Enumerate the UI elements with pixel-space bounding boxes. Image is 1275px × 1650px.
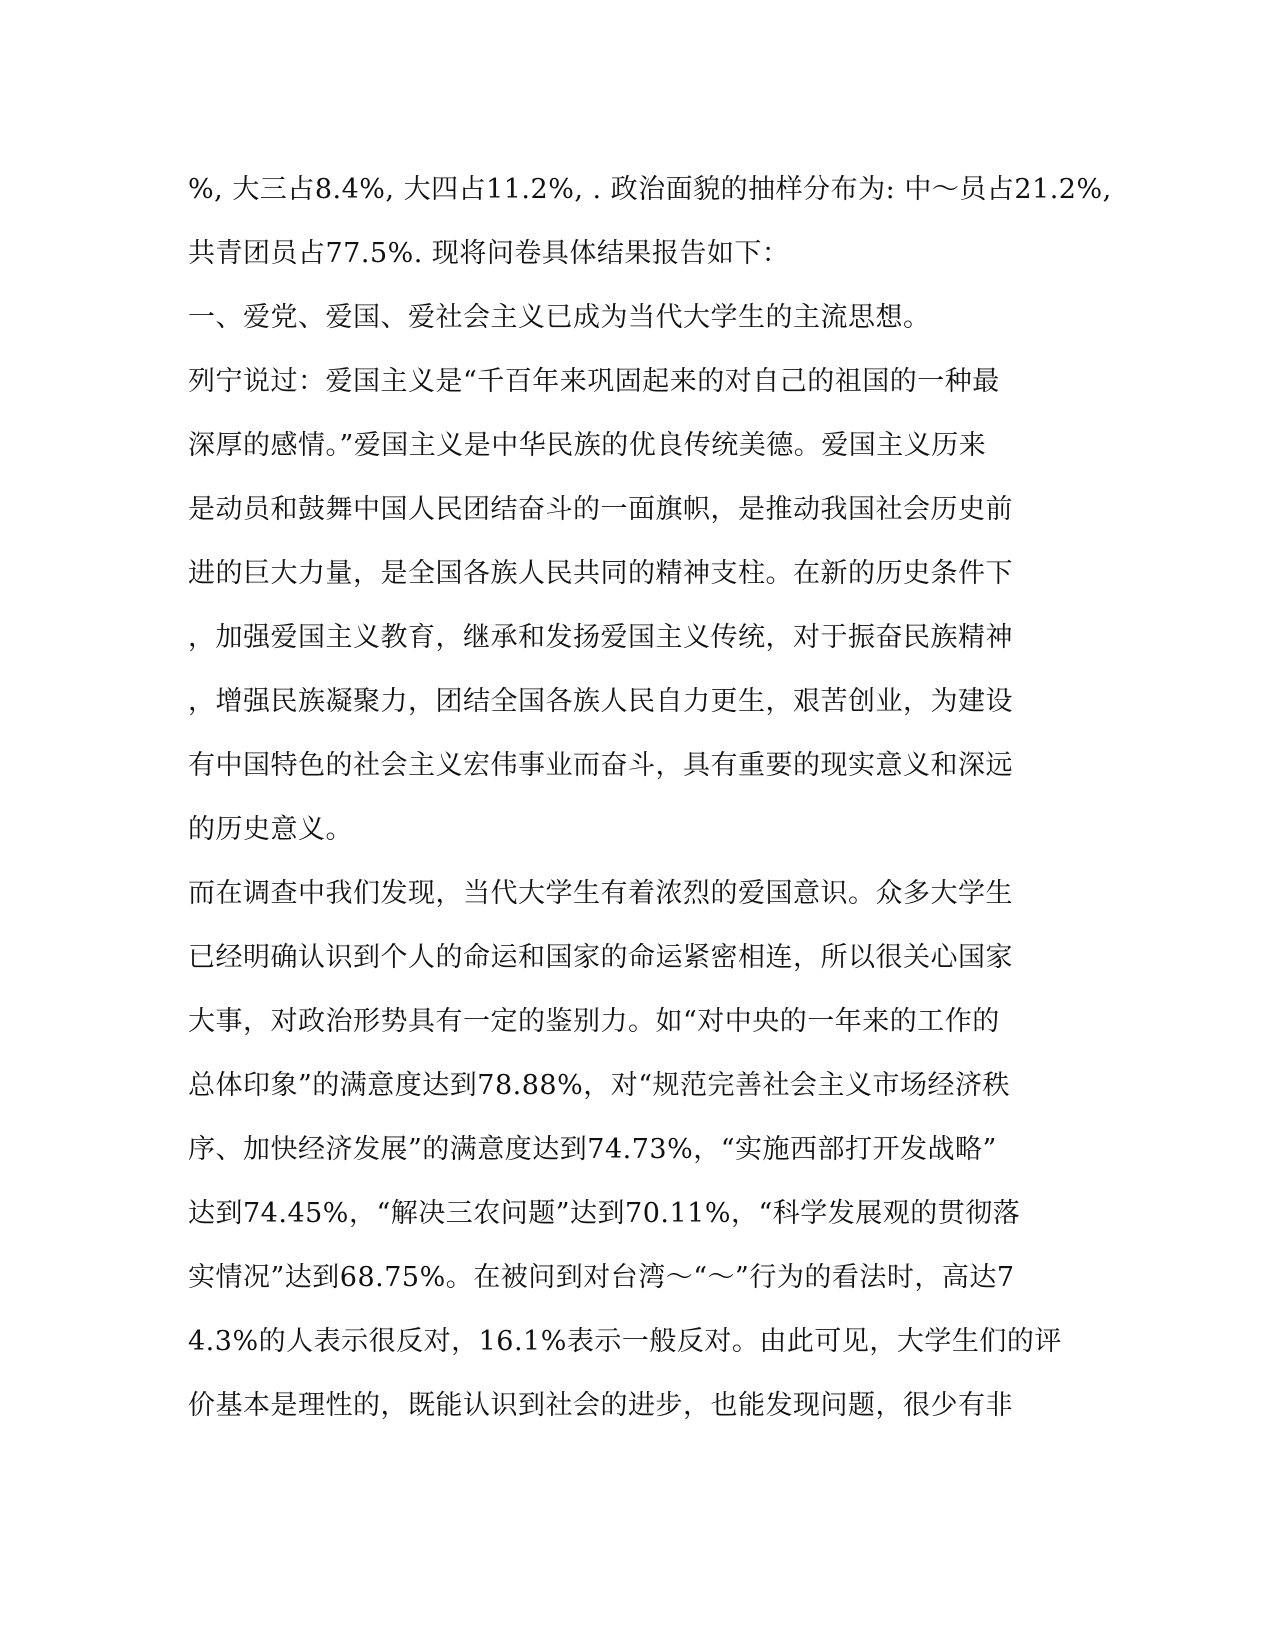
text-line: 深厚的感情。”爱国主义是中华民族的优良传统美德。爱国主义历来 [188,430,987,461]
text-line: 总体印象”的满意度达到78.88%，对“规范完善社会主义市场经济秩 [188,1070,1011,1101]
text-line: 序、加快经济发展”的满意度达到74.73%，“实施西部打开发战略” [188,1134,997,1165]
text-line: 有中国特色的社会主义宏伟事业而奋斗，具有重要的现实意义和深远 [188,750,1013,781]
text-line: ，增强民族凝聚力，团结全国各族人民自力更生，艰苦创业，为建设 [188,686,1013,717]
text-line: 是动员和鼓舞中国人民团结奋斗的一面旗帜，是推动我国社会历史前 [188,494,1013,525]
body-text [188,158,1112,1438]
section-heading: 一、爱党、爱国、爱社会主义已成为当代大学生的主流思想。 [188,302,931,333]
text-line: 实情况”达到68.75%。在被问到对台湾～“～”行为的看法时，高达7 [188,1262,1015,1293]
text-line: 进的巨大力量，是全国各族人民共同的精神支柱。在新的历史条件下 [188,558,1013,589]
text-line: %, 大三占8.4%, 大四占11.2%, . 政治面貌的抽样分布为: 中～员占21.2%, [188,174,1112,205]
text-line: 而在调查中我们发现，当代大学生有着浓烈的爱国意识。众多大学生 [188,878,1013,909]
text-line: ，加强爱国主义教育，继承和发扬爱国主义传统，对于振奋民族精神 [188,622,1013,653]
text-line: 已经明确认识到个人的命运和国家的命运紧密相连，所以很关心国家 [188,942,1013,973]
text-line: 的历史意义。 [188,814,353,845]
text-line: 共青团员占77.5%. 现将问卷具体结果报告如下： [188,238,790,269]
text-line: 4.3%的人表示很反对，16.1%表示一般反对。由此可见，大学生们的评 [188,1326,1062,1357]
text-line: 达到74.45%，“解决三农问题”达到70.11%，“科学发展观的贯彻落 [188,1198,1021,1229]
text-line: 价基本是理性的，既能认识到社会的进步，也能发现问题，很少有非 [188,1390,1013,1421]
text-line: 大事，对政治形势具有一定的鉴别力。如“对中央的一年来的工作的 [188,1006,1000,1037]
text-line: 列宁说过：爱国主义是“千百年来巩固起来的对自己的祖国的一种最 [188,366,1000,397]
